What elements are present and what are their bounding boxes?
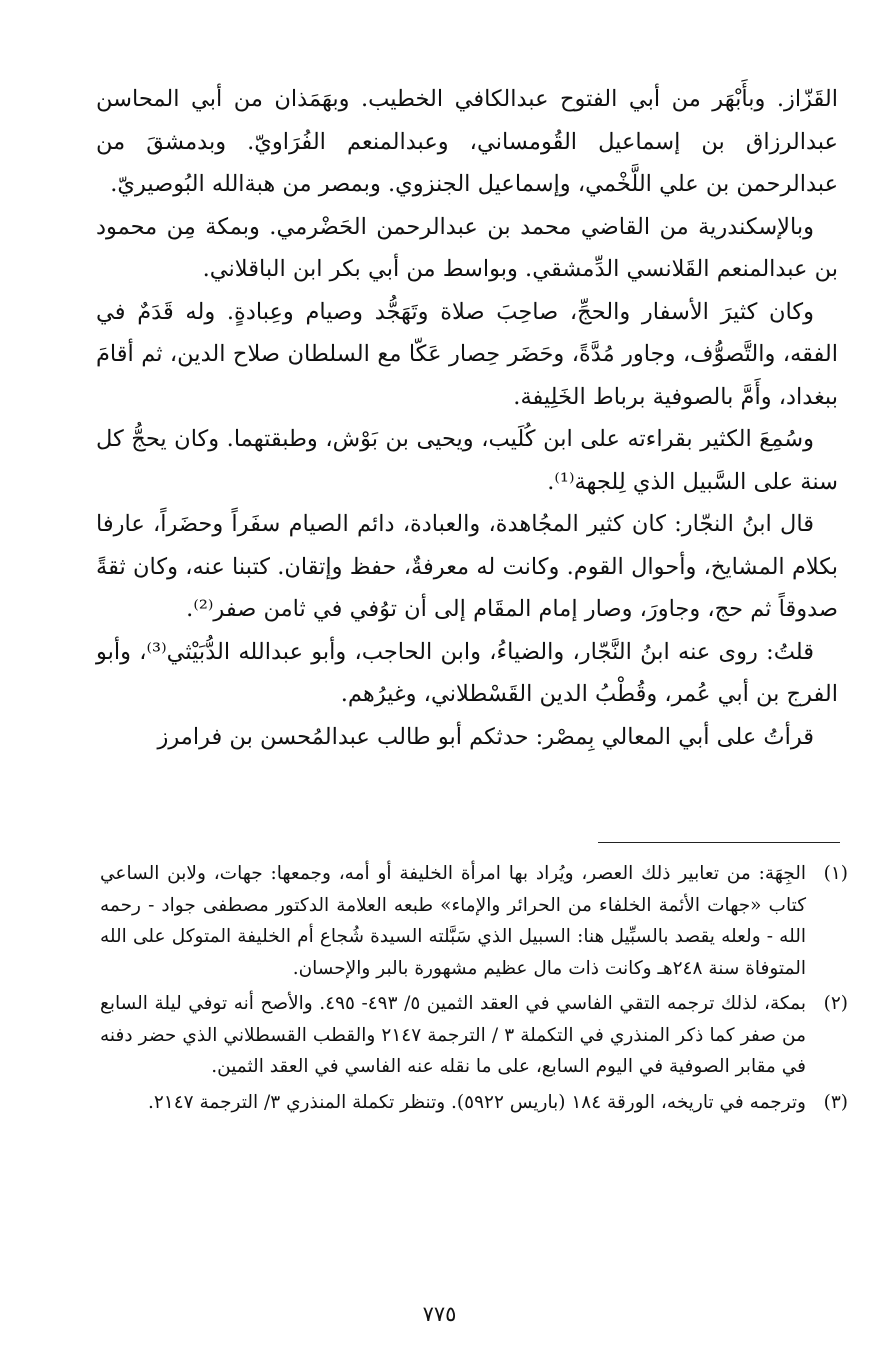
footnotes — [100, 858, 848, 1122]
footnote-number: (٢) — [823, 993, 848, 1014]
paragraph-3: وكان كثيرَ الأسفار والحجِّ، صاحِبَ صلاة وتَهَجُّد وصيام وعِبادةٍ. وله قَدَمٌ في الفقه، والتَّصوُّف، وجاور مُدَّةً، وحَضَر حِصار عَكّا مع السلطان صلاح الدين، ثم أقامَ ببغداد، وأَمَّ بالصوفية برباط الخَلِيفة. — [96, 298, 838, 410]
footnote-divider — [598, 842, 840, 843]
footnote-3 — [100, 1087, 848, 1119]
paragraph-6: قلتُ: روى عنه ابنُ النَّجّار، والضياءُ، وابن الحاجب، وأبو عبدالله الدُّبَيْثي⁽³⁾، وأبو الفرج بن أبي عُمر، وقُطْبُ الدين القَسْطلاني، وغيرُهم. — [96, 638, 838, 707]
paragraph-5: قال ابنُ النجّار: كان كثير المجُاهدة، والعبادة، دائم الصيام سفَراً وحضَراً، عارفا بكلام المشايخ، وأحوال القوم. وكانت له معرفةٌ، حفظ وإتقان. كتبنا عنه، وكان ثقةً صدوقاً ثم حج، وجاورَ، وصار إمام المقَام إلى أن توُفي في ثامن صفر⁽²⁾. — [96, 511, 838, 622]
footnote-text: وترجمه في تاريخه، الورقة ١٨٤ (باريس ٥٩٢٢). وتنظر تكملة المنذري ٣/ الترجمة ٢١٤٧. — [147, 1091, 806, 1113]
paragraph-2: وبالإسكندرية من القاضي محمد بن عبدالرحمن الحَضْرمي. وبمكة مِن محمود بن عبدالمنعم القَلانسي الدِّمشقي. وبواسط من أبي بكر ابن الباقلاني. — [96, 213, 838, 282]
paragraph-4: وسُمِعَ الكثير بقراءته على ابن كُلَيب، ويحيى بن بَوْش، وطبقتهما. وكان يحجُّ كل سنة على السَّبيل الذي لِلجهة⁽¹⁾. — [96, 426, 838, 495]
paragraph-7: قرأتُ على أبي المعالي بِمصْر: حدثكم أبو طالب عبدالمُحسن بن فرامرز — [157, 723, 814, 750]
footnote-1 — [100, 858, 848, 984]
footnote-number: (١) — [823, 863, 848, 884]
page-number: ٧٧٥ — [422, 1302, 457, 1326]
footnote-number: (٣) — [823, 1091, 848, 1113]
footnote-text: الجِهَة: من تعابير ذلك العصر، ويُراد بها امرأة الخليفة أو أمه، وجمعها: جهات، ولابن الساعي كتاب «جهات الأئمة الخلفاء من الحرائر والإماء» طبعه العلامة الدكتور مصطفى جواد - رحمه الله - ولعله يقصد بالسبِّيل هنا: السبيل الذي سَبَّلته السيدة شُجاع أم الخليفة المتوكل على الله المتوفاة سنة ٢٤٨هـ وكانت ذات مال عظيم مشهورة بالبر والإحسان. — [100, 863, 806, 979]
footnote-2 — [100, 988, 848, 1083]
main-text — [96, 78, 838, 758]
footnote-text: بمكة، لذلك ترجمه التقي الفاسي في العقد الثمين ٥/ ٤٩٣- ٤٩٥. والأصح أنه توفي ليلة السابع من صفر كما ذكر المنذري في التكملة ٣ / الترجمة ٢١٤٧ والقطب القسطلاني الذي حضر دفنه في مقابر الصوفية في اليوم السابع، على ما نقله عنه الفاسي في العقد الثمين. — [100, 993, 806, 1077]
paragraph-1: القَزّاز. وبأَبْهَر من أبي الفتوح عبدالكافي الخطيب. وبهَمَذان من أبي المحاسن عبدالرزاق بن إسماعيل القُومساني، وعبدالمنعم الفُرَاويّ. وبدمشقَ من عبدالرحمن بن علي اللَّخْمي، وإسماعيل الجنزوي. وبمصر من هبةالله البُوصيريّ. — [96, 86, 838, 197]
